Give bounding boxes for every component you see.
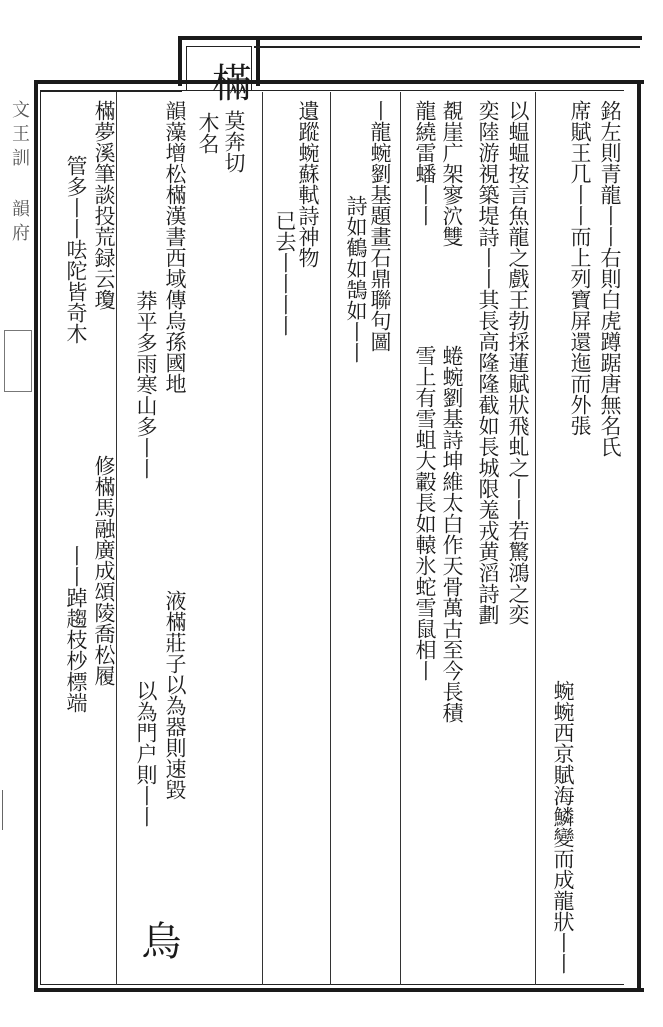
column-cont: 奕陸游視築堤詩丨丨其長高隆隆截如長城限羗戎黄滔詩劃 [476, 100, 500, 625]
column-rule [262, 92, 263, 985]
column-main: 丨龍蜿劉基題畫石鼎聯句圖 [368, 100, 392, 352]
column-main: 韻藻增松樠漢書西域傳烏孫國地 [163, 100, 187, 394]
margin-box [4, 330, 32, 392]
column-main: 銘左則青龍丨丨右則白虎蹲踞唐無名氏 [598, 100, 622, 457]
column-cont: 莽平多雨寒山多丨丨 [134, 290, 158, 479]
right-border [637, 80, 641, 992]
text-column-13 [265, 210, 305, 336]
column-rule [400, 92, 401, 985]
text-column-22 [56, 545, 96, 713]
column-cont: 已去丨丨丨丨 [273, 210, 297, 336]
column-cont: 管多丨丨呿陀皆奇木 [64, 155, 88, 344]
column-cont: 丨丨踔趨枝杪標端 [64, 545, 88, 713]
top-border [260, 36, 642, 40]
column-main: 遺蹤蜿蘇軾詩神物 [296, 100, 320, 268]
column-cont: 雪上有雪蛆大轂長如轅氷蛇雪鼠相丨 [413, 345, 437, 681]
column-cont: 席賦王几丨丨而上列寶屏還迤而外張 [568, 100, 592, 436]
column-main: 樠夢溪筆談投荒録云瓊 [92, 100, 116, 310]
column-cont: 以為門户則丨丨 [134, 680, 158, 827]
text-column-5 [468, 100, 508, 980]
heading-gloss: 木名 [196, 112, 220, 154]
column-main: 蜿蜿西京賦海鱗變而成龍狀丨丨 [551, 680, 575, 974]
margin-mark [2, 790, 33, 830]
column-cont: 龍繞雷蟠丨丨 [413, 100, 437, 226]
text-column-3 [543, 680, 583, 974]
column-cont: 詩如鶴如鵠如丨丨 [344, 195, 368, 363]
top-border-inner [254, 46, 640, 48]
text-column-11 [336, 195, 376, 363]
column-main: 以蝹蝹按言魚龍之戲王勃採蓮賦狀飛虬之丨丨若驚鴻之奕 [506, 100, 530, 625]
column-main: 覩崖广架寥泬雙 [440, 100, 464, 247]
column-main: 烏 [135, 920, 181, 961]
heading-reading: 莫奔切 [222, 110, 246, 173]
heading-char: 樠 [205, 62, 251, 103]
column-main: 蜷蜿劉基詩坤維太白作天骨萬古至今長積 [440, 345, 464, 723]
text-column-17 [126, 680, 166, 827]
text-column-7 [405, 100, 445, 340]
column-main: 液樠莊子以為器則速毀 [163, 590, 187, 800]
column-rule [330, 92, 331, 985]
text-column-18 [136, 920, 180, 961]
text-column-20 [56, 155, 96, 455]
column-main: 修樠馬融廣成頌陵喬松履 [92, 455, 116, 686]
text-column-15 [126, 290, 166, 479]
header-left-rule [40, 90, 182, 92]
text-column-9 [405, 345, 445, 985]
margin-note: 文王訓 韻府 [9, 100, 30, 247]
